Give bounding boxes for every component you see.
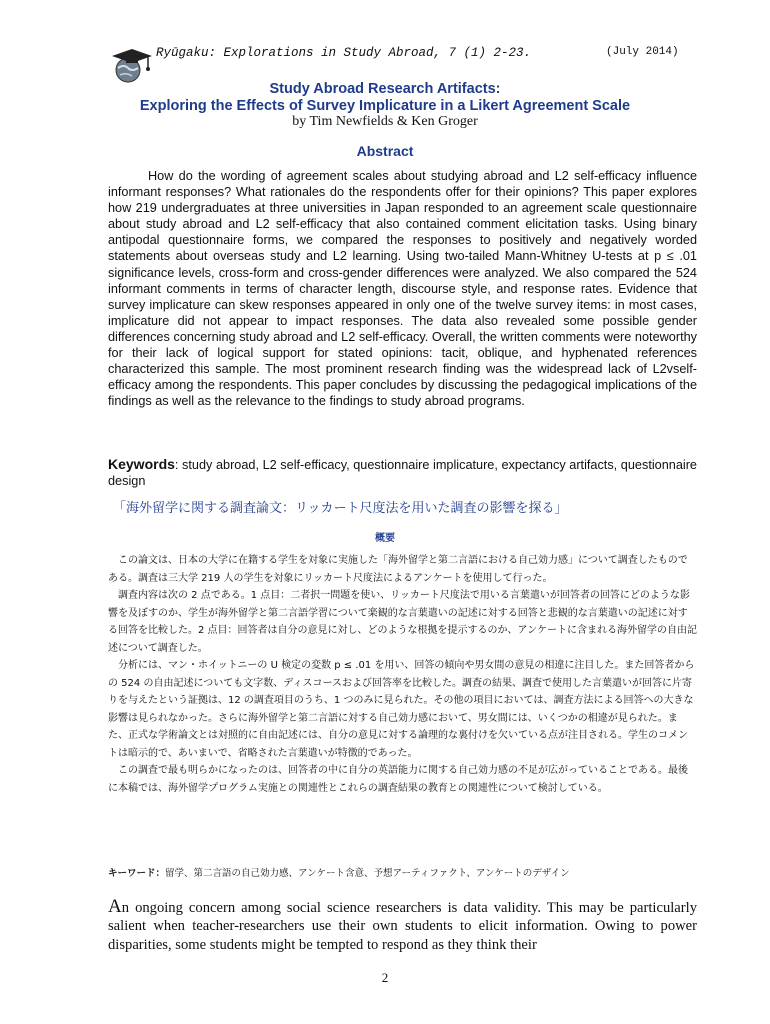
issue-date: (July 2014) xyxy=(606,46,679,58)
abstract-heading: Abstract xyxy=(356,143,414,159)
graduation-cap-globe-icon xyxy=(108,46,156,84)
japanese-abstract xyxy=(108,552,697,797)
intro-dropcap: A xyxy=(108,896,122,917)
intro-text: n ongoing concern among social science researchers is data validity. This may be particularly salient when teacher-researchers use their own students to elicit information. Owing to power disparities, some students might be tempted to respond as they think their xyxy=(108,900,697,953)
japanese-paragraph: 調査内容は次の 2 点である。1 点目：二者択一問題を使い、リッカート尺度法で用いる言葉遣いが回答者の回答にどのような影響を及ぼすのか、学生が海外留学と第二言語学習について楽観的な言葉遣いの記述に対する回答と悲観的な言葉遣いの記述に対する回答を比較した。2 点目：回答者は自分の意見に対し、どのような根拠を提示するのか、アンケートに含まれる海外留学の自由記述について調査した。 xyxy=(108,590,697,654)
abstract-text: How do the wording of agreement scales about studying abroad and L2 self-efficacy influence informant responses? What rationales do the respondents offer for their opinions? This paper explores how 219 undergraduates at three universities in Japan responded to an agreement scale questionnaire about study abroad and L2 self-efficacy that also contained comment elicitation tasks. Using binary antipodal questionnaire forms, we compared the responses to positively and negatively worded statements about overseas study and L2 learning. Using two-tailed Mann-Whitney U-tests at p ≤ .01 significance levels, cross-form and cross-gender differences were analyzed. We also compared the 524 informant comments in terms of character length, discourse style, and response rates. Evidence that survey implicature can skew responses appeared in only one of the twelve survey items: in most cases, implicature did not appear to impact responses. The data also revealed some possible gender differences concerning study abroad and L2 self-efficacy. Overall, the written comments were noteworthy for their lack of logical support for stated opinions: tacit, oblique, and hyphenated references characterized this sample. The most prominent research finding was the widespread lack of L2vself-efficacy among the respondents. This paper concludes by discussing the pedagogical implications of the findings as well as the relevance to the findings to study abroad programs. xyxy=(108,169,697,409)
running-header xyxy=(108,46,708,86)
keywords-text: : study abroad, L2 self-efficacy, questionnaire implicature, expectancy artifacts, questionnaire design xyxy=(108,458,697,489)
japanese-abstract-heading: 概要 xyxy=(375,533,395,544)
running-title: Ryūgaku: Explorations in Study Abroad, 7 (1) 2-23. xyxy=(156,46,532,60)
japanese-title: 「海外留学に関する調査論文：リッカート尺度法を用いた調査の影響を探る」 xyxy=(113,501,568,516)
japanese-keywords xyxy=(108,865,708,879)
keywords-label: Keywords xyxy=(108,456,175,472)
keywords xyxy=(108,456,697,489)
authors: by Tim Newfields & Ken Groger xyxy=(292,114,478,129)
japanese-keywords-text: 留学、第二言語の自己効力感、アンケート含意、予想アーティファクト、アンケートのデザイン xyxy=(165,868,570,879)
paper-title-line-2: Exploring the Effects of Survey Implicature in a Likert Agreement Scale xyxy=(139,98,631,114)
japanese-keywords-label: キーワード： xyxy=(108,868,166,879)
japanese-paragraph: この論文は、日本の大学に在籍する学生を対象に実施した「海外留学と第二言語における自己効力感」について調査したものである。調査は三大学 219 人の学生を対象にリッカート尺度法によるアンケートを使用して行った。 xyxy=(108,555,688,584)
paper-title-line-1: Study Abroad Research Artifacts: xyxy=(269,81,501,97)
japanese-paragraph: この調査で最も明らかになったのは、回答者の中に自分の英語能力に関する自己効力感の不足が広がっていることである。最後に本稿では、海外留学プログラム実施との関連性とこれらの調査結果の教育との関連性について検討している。 xyxy=(108,765,688,794)
japanese-paragraph: 分析には、マン・ホイットニーの U 検定の変数 p ≤ .01 を用い、回答の傾向や男女間の意見の相違に注目した。また回答者からの 524 の自由記述についても文字数、ディスコースおよび回答率を比較した。調査の結果、調査で使用した言葉遣いが回答に片寄りを与えたという証拠は、12 の調査項目のうち、1 つのみに見られた。その他の項目においては、調査方法による回答への大きな影響は見られなかった。さらに海外留学と第二言語に対する自己効力感において、男女間には、いくつかの相違が見られた。また、正式な学術論文とは対照的に自由記述には、自分の意見に対する論理的な裏付けを欠いている点が注目される。学生のコメントは暗示的で、あいまいで、省略された言葉遣いが特徴的であった。 xyxy=(108,660,695,759)
intro-paragraph xyxy=(108,898,697,954)
page-number: 2 xyxy=(381,970,389,985)
